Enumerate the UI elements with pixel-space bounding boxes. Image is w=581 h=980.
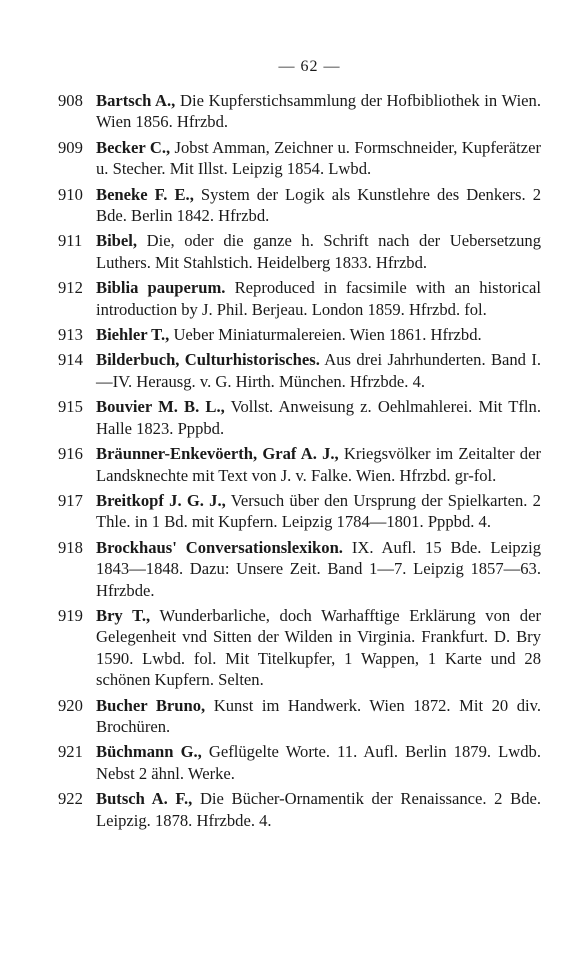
entry-description: IX. Aufl. 15 Bde. Leipzig 1843—1848. Dazu: Unsere Zeit. Band 1—7. Leipzig 1857—63. Hfrzbde.: [96, 537, 541, 600]
catalog-entry-list: [58, 90, 541, 831]
entry-number: 919: [58, 605, 83, 625]
catalog-entry: [58, 490, 541, 533]
entry-description: Versuch über den Ursprung der Spielkarten. 2 Thle. in 1 Bd. mit Kupfern. Leipzig 1784—1801. Pppbd. 4.: [96, 490, 541, 532]
catalog-entry: [58, 324, 541, 345]
catalog-entry: [58, 605, 541, 691]
entry-description: Kriegsvölker im Zeitalter der Landsknechte mit Text von J. v. Falke. Wien. Hfrzbd. gr-fol.: [96, 444, 541, 485]
entry-number: 920: [58, 695, 83, 715]
entry-author: Beneke F. E.,: [96, 184, 194, 204]
page-number: — 62 —: [278, 58, 341, 75]
catalog-entry: [58, 695, 541, 738]
entry-number: 918: [58, 537, 83, 557]
entry-author: Bry T.,: [96, 605, 151, 625]
entry-description: Wunderbarliche, doch Warhafftige Erklärung von der Gelegenheit vnd Sitten der Wilden in Virginia. Frankfurt. D. Bry 1590. Lwbd. fol. Mit Titelkupfer, 1 Wappen, 1 Karte und 28 schönen Kupfern. Selten.: [96, 605, 541, 690]
entry-description: Geflügelte Worte. 11. Aufl. Berlin 1879. Lwdb. Nebst 2 ähnl. Werke.: [96, 742, 541, 783]
entry-author: Biblia pauperum.: [96, 278, 226, 298]
catalog-entry: [58, 90, 541, 133]
entry-author: Breitkopf J. G. J.,: [96, 490, 226, 510]
entry-author: Bilderbuch, Culturhistorisches.: [96, 350, 320, 370]
entry-author: Becker C.,: [96, 137, 171, 157]
entry-author: Bibel,: [96, 231, 138, 251]
entry-number: 911: [58, 231, 83, 251]
entry-number: 914: [58, 350, 83, 370]
entry-number: 916: [58, 444, 83, 464]
entry-author: Butsch A. F.,: [96, 789, 193, 809]
entry-description: Die Kupferstichsammlung der Hofbibliothek in Wien. Wien 1856. Hfrzbd.: [96, 91, 541, 132]
entry-author: Bucher Bruno,: [96, 695, 206, 715]
catalog-entry: [58, 443, 541, 486]
entry-description: Kunst im Handwerk. Wien 1872. Mit 20 div. Brochüren.: [96, 695, 541, 736]
entry-number: 915: [58, 397, 83, 417]
entry-author: Brockhaus' Conversationslexikon.: [96, 537, 343, 557]
catalog-entry: [58, 230, 541, 273]
catalog-entry: [58, 277, 541, 320]
entry-description: Aus drei Jahrhunderten. Band I.—IV. Herausg. v. G. Hirth. München. Hfrzbde. 4.: [96, 350, 541, 391]
catalog-entry: [58, 537, 541, 601]
entry-description: Jobst Amman, Zeichner u. Formschneider, Kupferätzer u. Stecher. Mit Illst. Leipzig 1854. Lwbd.: [96, 137, 541, 179]
entry-author: Bräunner-Enkevöerth, Graf A. J.,: [96, 444, 339, 464]
entry-author: Biehler T.,: [96, 325, 170, 345]
entry-description: Ueber Miniaturmalereien. Wien 1861. Hfrzbd.: [169, 325, 482, 345]
entry-number: 913: [58, 325, 83, 345]
catalog-entry: [58, 396, 541, 439]
entry-author: Büchmann G.,: [96, 742, 202, 762]
entry-author: Bartsch A.,: [96, 91, 176, 110]
entry-number: 921: [58, 742, 83, 762]
catalog-entry: [58, 788, 541, 831]
entry-number: 917: [58, 490, 83, 510]
entry-number: 912: [58, 278, 83, 298]
entry-description: System der Logik als Kunstlehre des Denkers. 2 Bde. Berlin 1842. Hfrzbd.: [96, 184, 541, 226]
entry-number: 910: [58, 184, 83, 204]
entry-description: Die, oder die ganze h. Schrift nach der Uebersetzung Luthers. Mit Stahlstich. Heidelberg 1833. Hfrzbd.: [96, 231, 541, 272]
catalog-entry: [58, 137, 541, 180]
entry-number: 909: [58, 137, 83, 157]
entry-description: Die Bücher-Ornamentik der Renaissance. 2 Bde. Leipzig. 1878. Hfrzbde. 4.: [96, 789, 542, 830]
entry-number: 922: [58, 789, 83, 809]
catalog-entry: [58, 184, 541, 227]
entry-description: Reproduced in facsimile with an historical introduction by J. Phil. Berjeau. London 1859. Hfrzbd. fol.: [96, 278, 541, 319]
entry-number: 908: [58, 91, 83, 110]
entry-author: Bouvier M. B. L.,: [96, 397, 225, 417]
catalog-entry: [58, 741, 541, 784]
catalog-entry: [58, 349, 541, 392]
entry-description: Vollst. Anweisung z. Oehlmahlerei. Mit Tfln. Halle 1823. Pppbd.: [96, 397, 541, 438]
